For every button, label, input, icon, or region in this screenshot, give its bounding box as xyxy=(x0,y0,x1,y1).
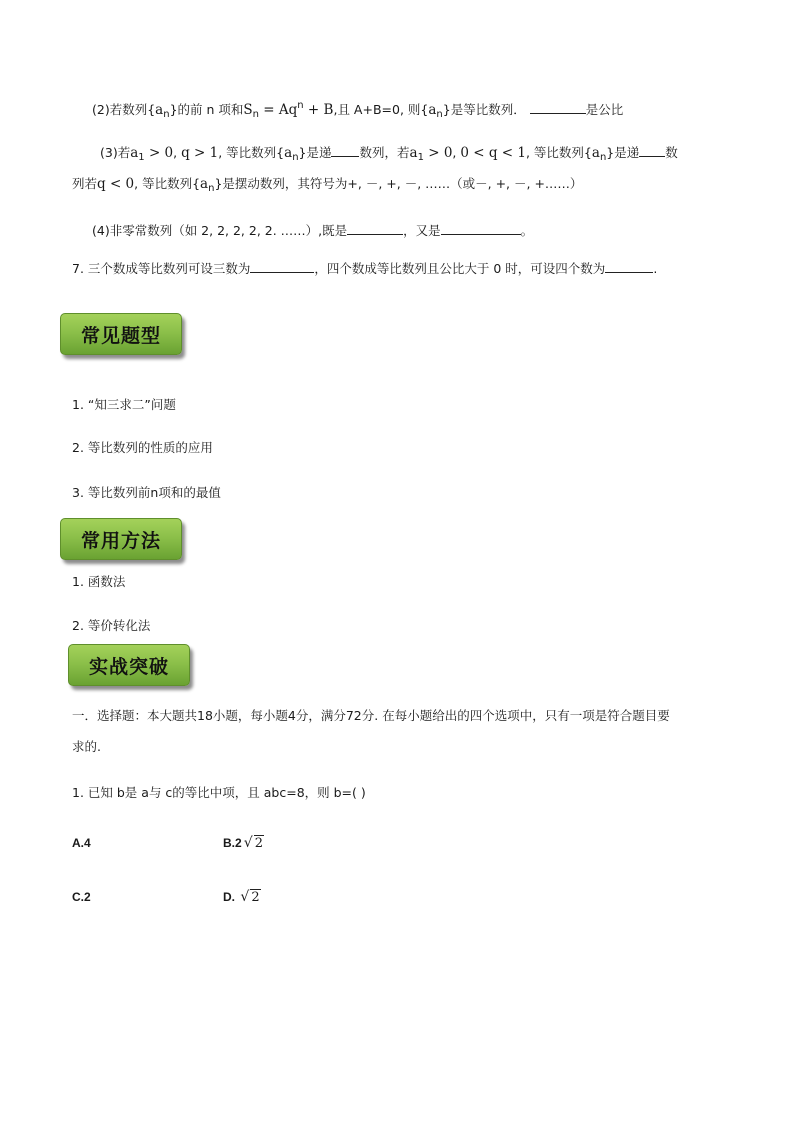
section-badge-common-methods xyxy=(60,518,182,560)
math-a: a xyxy=(428,102,437,118)
line-3 xyxy=(100,144,678,164)
text: (3)若 xyxy=(100,145,131,160)
list-item xyxy=(72,439,213,457)
option-label: B.2 xyxy=(223,836,242,850)
math-a: a xyxy=(155,102,164,118)
math: > 0 xyxy=(144,145,174,161)
list-item-text: 2. 等价转化法 xyxy=(72,618,151,633)
text: 是公比 xyxy=(585,102,624,117)
list-item-text: 3. 等比数列前n项和的最值 xyxy=(72,485,221,500)
math: 0 < q < 1 xyxy=(460,145,526,161)
math-sub: n xyxy=(292,152,299,163)
text: 列若 xyxy=(72,176,98,191)
text: ，又是 xyxy=(403,223,441,238)
option-d[interactable] xyxy=(223,890,261,905)
text: 数列，若 xyxy=(359,145,410,160)
text: , xyxy=(452,145,461,160)
text: , xyxy=(173,145,182,160)
math: a xyxy=(409,145,418,161)
answer-blank[interactable] xyxy=(441,222,521,235)
list-item xyxy=(72,484,221,502)
list-item xyxy=(72,617,150,635)
section-title: 实战突破 xyxy=(88,655,169,678)
answer-blank[interactable] xyxy=(331,144,359,157)
math-sub: 1 xyxy=(138,152,145,163)
practice-intro-line2 xyxy=(72,738,101,756)
text: }的前 n 项和 xyxy=(169,102,244,117)
answer-blank[interactable] xyxy=(250,260,314,273)
math-sub: n xyxy=(436,109,443,120)
text: (2)若数列{ xyxy=(92,102,156,117)
option-c[interactable] xyxy=(72,890,91,904)
radicand: 2 xyxy=(254,836,263,851)
section-title: 常见题型 xyxy=(80,324,161,347)
question-text: 1. 已知 b是 a与 c的等比中项，且 abc=8，则 b=( ) xyxy=(72,785,366,800)
math: a xyxy=(200,176,209,192)
text: ，四个数成等比数列且公比大于 0 时，可设四个数为 xyxy=(314,261,606,276)
text: 数 xyxy=(665,145,678,160)
math: a xyxy=(130,145,139,161)
text: }是摆动数列，其符号为+, －, +, －, ……（或－, +, －, +……） xyxy=(214,176,583,191)
text: 。 xyxy=(520,223,534,238)
line-7 xyxy=(72,260,657,278)
section-badge-common-types xyxy=(60,313,182,355)
text: , 等比数列{ xyxy=(525,145,592,160)
list-item-text: 1. 函数法 xyxy=(72,574,126,589)
text: }是递 xyxy=(298,145,332,160)
line-5 xyxy=(92,222,533,240)
math-sub: n xyxy=(252,109,259,120)
option-label: A.4 xyxy=(72,836,91,850)
text: 一．选择题：本大题共18小题，每小题4分，满分72分. 在每小题给出的四个选项中，只有一项是符合题目要 xyxy=(72,708,670,723)
text: }是等比数列． xyxy=(442,102,526,117)
option-b[interactable] xyxy=(223,836,264,851)
line-4 xyxy=(72,175,582,195)
list-item-text: 2. 等比数列的性质的应用 xyxy=(72,440,213,455)
math: a xyxy=(591,145,600,161)
text: , 等比数列{ xyxy=(134,176,201,191)
radicand: 2 xyxy=(251,890,260,905)
math: > 0 xyxy=(423,145,453,161)
math-eq: = Aq xyxy=(259,102,298,118)
section-title: 常用方法 xyxy=(80,529,161,552)
answer-blank[interactable] xyxy=(605,260,653,273)
answer-blank[interactable] xyxy=(530,101,586,114)
text: , 等比数列{ xyxy=(218,145,285,160)
option-label: C.2 xyxy=(72,890,91,904)
answer-blank[interactable] xyxy=(639,144,665,157)
section-badge-practice xyxy=(68,644,190,686)
math: a xyxy=(284,145,293,161)
math-s: S xyxy=(243,102,253,118)
text: ,且 A+B=0, 则{ xyxy=(333,102,429,117)
math-sup: n xyxy=(297,100,304,111)
question-1 xyxy=(72,784,366,802)
text: 7. 三个数成等比数列可设三数为 xyxy=(72,261,251,276)
list-item xyxy=(72,396,176,414)
option-label: D. xyxy=(223,890,235,904)
math-sub: n xyxy=(163,109,170,120)
math: q > 1 xyxy=(181,145,219,161)
line-2 xyxy=(92,101,623,121)
answer-blank[interactable] xyxy=(347,222,403,235)
math-sub: n xyxy=(208,183,215,194)
sqrt-symbol xyxy=(240,890,260,905)
text: . xyxy=(653,261,658,276)
math: q < 0 xyxy=(97,176,135,192)
text: 求的. xyxy=(72,739,101,754)
math-sub: n xyxy=(599,152,607,163)
practice-intro-line1 xyxy=(72,707,670,725)
option-a[interactable] xyxy=(72,836,91,850)
sqrt-symbol xyxy=(244,836,264,851)
math-eq: + B xyxy=(303,102,334,118)
text: }是递 xyxy=(606,145,640,160)
text: (4)非零常数列（如 2, 2, 2, 2, 2. ……）,既是 xyxy=(92,223,348,238)
list-item xyxy=(72,573,125,591)
math-sub: 1 xyxy=(417,152,424,163)
list-item-text: 1. “知三求二”问题 xyxy=(72,397,176,412)
